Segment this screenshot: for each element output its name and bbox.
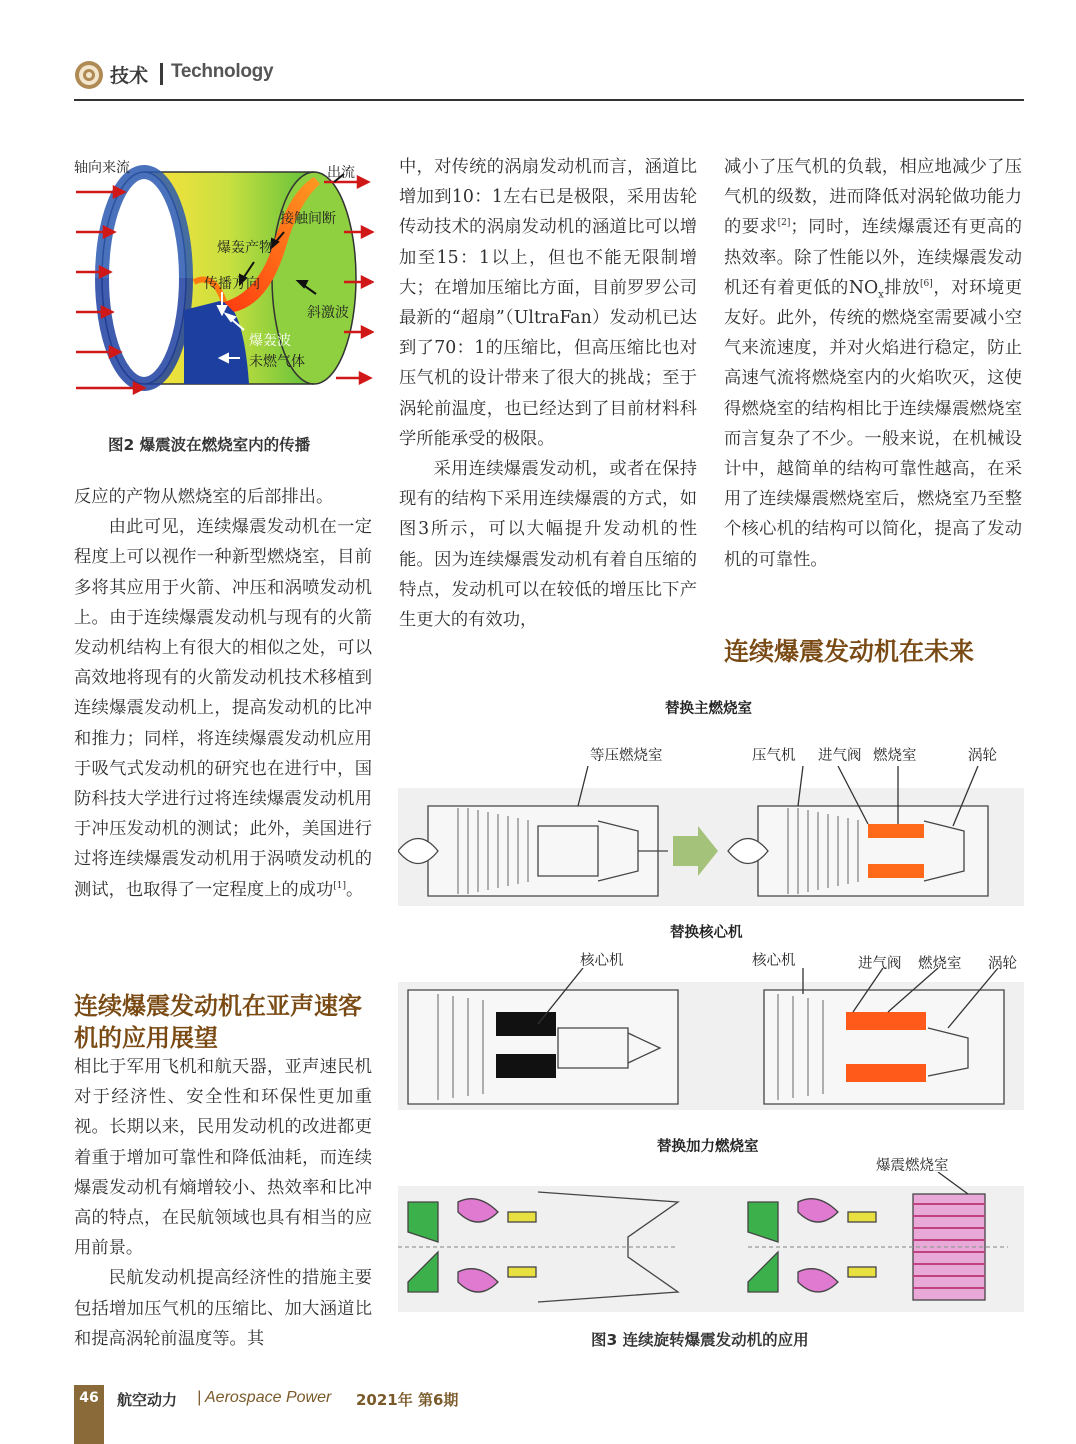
fig3-row2-label-combustor: 燃烧室 <box>918 956 962 972</box>
turbofan-left <box>398 766 668 896</box>
fig3-row2-engines <box>398 968 1024 1112</box>
fig3-row2-label-core: 核心机 <box>752 953 796 969</box>
fig2-label-detonation-wave: 爆轰波 <box>249 333 291 349</box>
header-separator <box>160 63 163 85</box>
fig2-label-axial-inflow: 轴向来流 <box>74 160 130 176</box>
col2-paragraph-1: 中，对传统的涡扇发动机而言，涵道比增加到10：1左右已是极限，采用齿轮传动技术的涡扇发动机的涵道比可以增加至15：1以上，但也不能无限制增大；在增加压缩比方面，目前罗罗公司最新的“超扇”（UltraFan）发动机已达到了70：1的压缩比，但高压缩比也对压气机的设计带来了很大的挑战；至于涡轮前温度，也已经达到了目前材料科学所能承受的极限。 <box>399 157 697 449</box>
column-1-top <box>74 482 372 905</box>
col3-paragraph-1: 减小了压气机的负载，相应地减少了压气机的级数，进而降低对涡轮做功能力的要求[2]；同时，连续爆震还有更高的热效率。除了性能以外，连续爆震发动机还有着更低的$NO_x$排放[6]，对环境更友好。此外，传统的燃烧室需要减小空气来流速度，并对火焰进行稳定，防止高速气流将燃烧室内的火焰吹灭，这使得燃烧室的结构相比于连续爆震燃烧室而言复杂了不少。一般来说，在机械设计中，越简单的结构可靠性越高，在采用了连续爆震燃烧室后，燃烧室乃至整个核心机的结构可以简化，提高了发动机的可靠性。 <box>724 157 1022 570</box>
fig3-row3-engines <box>398 1172 1024 1314</box>
fig3-row2-label-inlet-valve: 进气阀 <box>858 956 902 972</box>
column-1-bottom <box>74 1052 372 1354</box>
fig2-label-detonation-products: 爆轰产物 <box>217 240 273 256</box>
col1-paragraph-4: 民航发动机提高经济性的措施主要包括增加压气机的压缩比、加大涵道比和提高涡轮前温度等。其 <box>74 1268 372 1349</box>
fig3-row3-title: 替换加力燃烧室 <box>657 1139 759 1155</box>
fig2-label-oblique-shock: 斜激波 <box>307 305 349 321</box>
fig3-row2-title: 替换核心机 <box>670 925 743 941</box>
col2-paragraph-2: 采用连续爆震发动机，或者在保持现有的结构下采用连续爆震的方式，如图3所示，可以大幅提升发动机的性能。因为连续爆震发动机有着自压缩的特点，发动机可以在较低的增压比下产生更大的有效功， <box>399 459 697 631</box>
journal-name-en: | Aerospace Power <box>197 1389 332 1406</box>
fig2-label-unburned-gas: 未燃气体 <box>249 354 305 370</box>
fig2-label-propagation-direction: 传播方向 <box>204 276 260 292</box>
section-heading-subsonic: 连续爆震发动机在亚声速客机的应用展望 <box>74 992 362 1052</box>
column-2 <box>399 152 697 635</box>
figure3-caption: 图3 连续旋转爆震发动机的应用 <box>591 1331 809 1349</box>
journal-logo-icon <box>74 60 104 90</box>
turbofan-right <box>728 766 988 896</box>
fig3-row1-title: 替换主燃烧室 <box>665 701 752 717</box>
fig3-row1-engines <box>398 766 1024 908</box>
fig3-row1-label-inlet-valve: 进气阀 <box>818 748 862 764</box>
fig3-row1-label-combustor: 燃烧室 <box>873 748 917 764</box>
col1-paragraph-2: 由此可见，连续爆震发动机在一定程度上可以视作一种新型燃烧室，目前多将其应用于火箭、冲压和涡喷发动机上。由于连续爆震发动机与现有的火箭发动机结构上有很大的相似之处，可以高效地将现有的火箭发动机技术移植到连续爆震发动机上，提高发动机的比冲和推力；同样，将连续爆震发动机应用于吸气式发动机的研究也在进行中，国防科技大学进行过将连续爆震发动机用于冲压发动机的测试；此外，美国进行过将连续爆震发动机用于涡喷发动机的测试，也取得了一定程度上的成功[1]。 <box>74 517 372 900</box>
figure2-caption: 图2 爆震波在燃烧室内的传播 <box>108 436 311 454</box>
fig3-row2-left-label: 核心机 <box>580 953 624 969</box>
section-title: 技术 <box>110 65 149 87</box>
header-rule <box>74 99 1024 101</box>
section-title-en: Technology <box>171 61 274 82</box>
page-number: 46 <box>79 1390 99 1406</box>
journal-name: 航空动力 <box>117 1391 178 1409</box>
fig3-row2-label-turbine: 涡轮 <box>988 956 1017 972</box>
fig2-label-contact-discontinuity: 接触间断 <box>280 211 336 227</box>
fig2-label-outflow: 出流 <box>327 165 355 181</box>
col1-paragraph-1: 反应的产物从燃烧室的后部排出。 <box>74 487 334 507</box>
column-3 <box>724 152 1022 575</box>
issue-info: 2021年 第6期 <box>356 1391 459 1409</box>
col1-paragraph-3: 相比于军用飞机和航天器，亚声速民机对于经济性、安全性和环保性更加重视。长期以来，民用发动机的改进都更着重于增加可靠性和降低油耗，而连续爆震发动机有熵增较小、热效率和比冲高的特点，在民航领域也具有相当的应用前景。 <box>74 1057 372 1259</box>
fig3-row1-label-turbine: 涡轮 <box>968 748 997 764</box>
fig3-row1-left-label: 等压燃烧室 <box>590 748 663 764</box>
fig3-row1-label-compressor: 压气机 <box>752 748 796 764</box>
section-heading-future: 连续爆震发动机在未来 <box>724 637 975 666</box>
fig3-row3-label-detonation-combustor: 爆震燃烧室 <box>876 1158 949 1174</box>
